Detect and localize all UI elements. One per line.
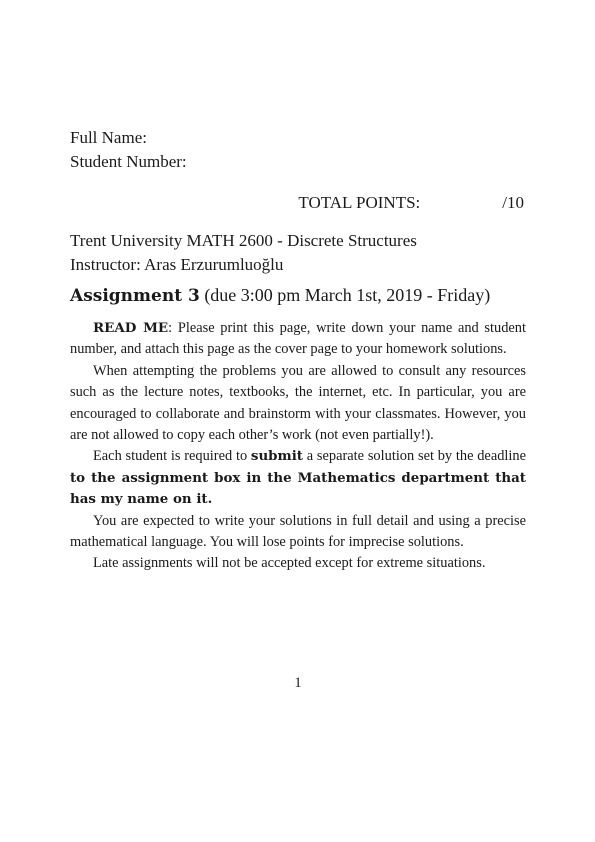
course-info-block: [70, 229, 417, 277]
readme-label: READ ME: [93, 320, 169, 336]
submission-text-b: a separate solution set by the deadline: [303, 448, 526, 465]
student-info-block: [70, 126, 187, 174]
instructions-paragraph-readme: [70, 318, 526, 361]
submission-text-a: Each student is required to: [93, 448, 251, 465]
readme-text: : Please print this page, write down your name and student number, and attach this page as the cover page to your homework solutions.: [70, 320, 526, 358]
submission-bold-location: to the assignment box in the Mathematics department that has my name on it.: [70, 469, 526, 508]
course-title: Trent University MATH 2600 - Discrete Structures: [70, 231, 417, 250]
total-points-line: [70, 193, 524, 213]
instructions-paragraph-detail: You are expected to write your solutions in full detail and using a precise mathematical language. You will lose points for imprecise solutions.: [70, 512, 526, 551]
total-points-label: TOTAL POINTS:: [298, 193, 421, 212]
total-points-max: /10: [502, 193, 524, 212]
page-number: 1: [294, 675, 302, 691]
instructions-paragraph-late: Late assignments will not be accepted except for extreme situations.: [93, 555, 486, 572]
student-number-label: Student Number:: [70, 152, 187, 171]
instructions-paragraph-collaboration: When attempting the problems you are allowed to consult any resources such as the lecture notes, textbooks, the internet, etc. In particular, you are encouraged to collaborate and brainstorm with your classmates. However, you are not allowed to copy each other’s work (not even partially!).: [70, 362, 526, 444]
full-name-label: Full Name:: [70, 128, 147, 147]
instructor-line: Instructor: Aras Erzurumluoğlu: [70, 255, 284, 274]
document-page: [70, 0, 526, 842]
assignment-due: (due 3:00 pm March 1st, 2019 - Friday): [204, 285, 491, 305]
assignment-heading: [70, 285, 526, 306]
submission-bold-submit: submit: [250, 448, 303, 465]
instructions-body: [70, 318, 526, 575]
instructions-paragraph-submission: [70, 446, 526, 510]
assignment-title: Assignment 3: [70, 286, 200, 306]
